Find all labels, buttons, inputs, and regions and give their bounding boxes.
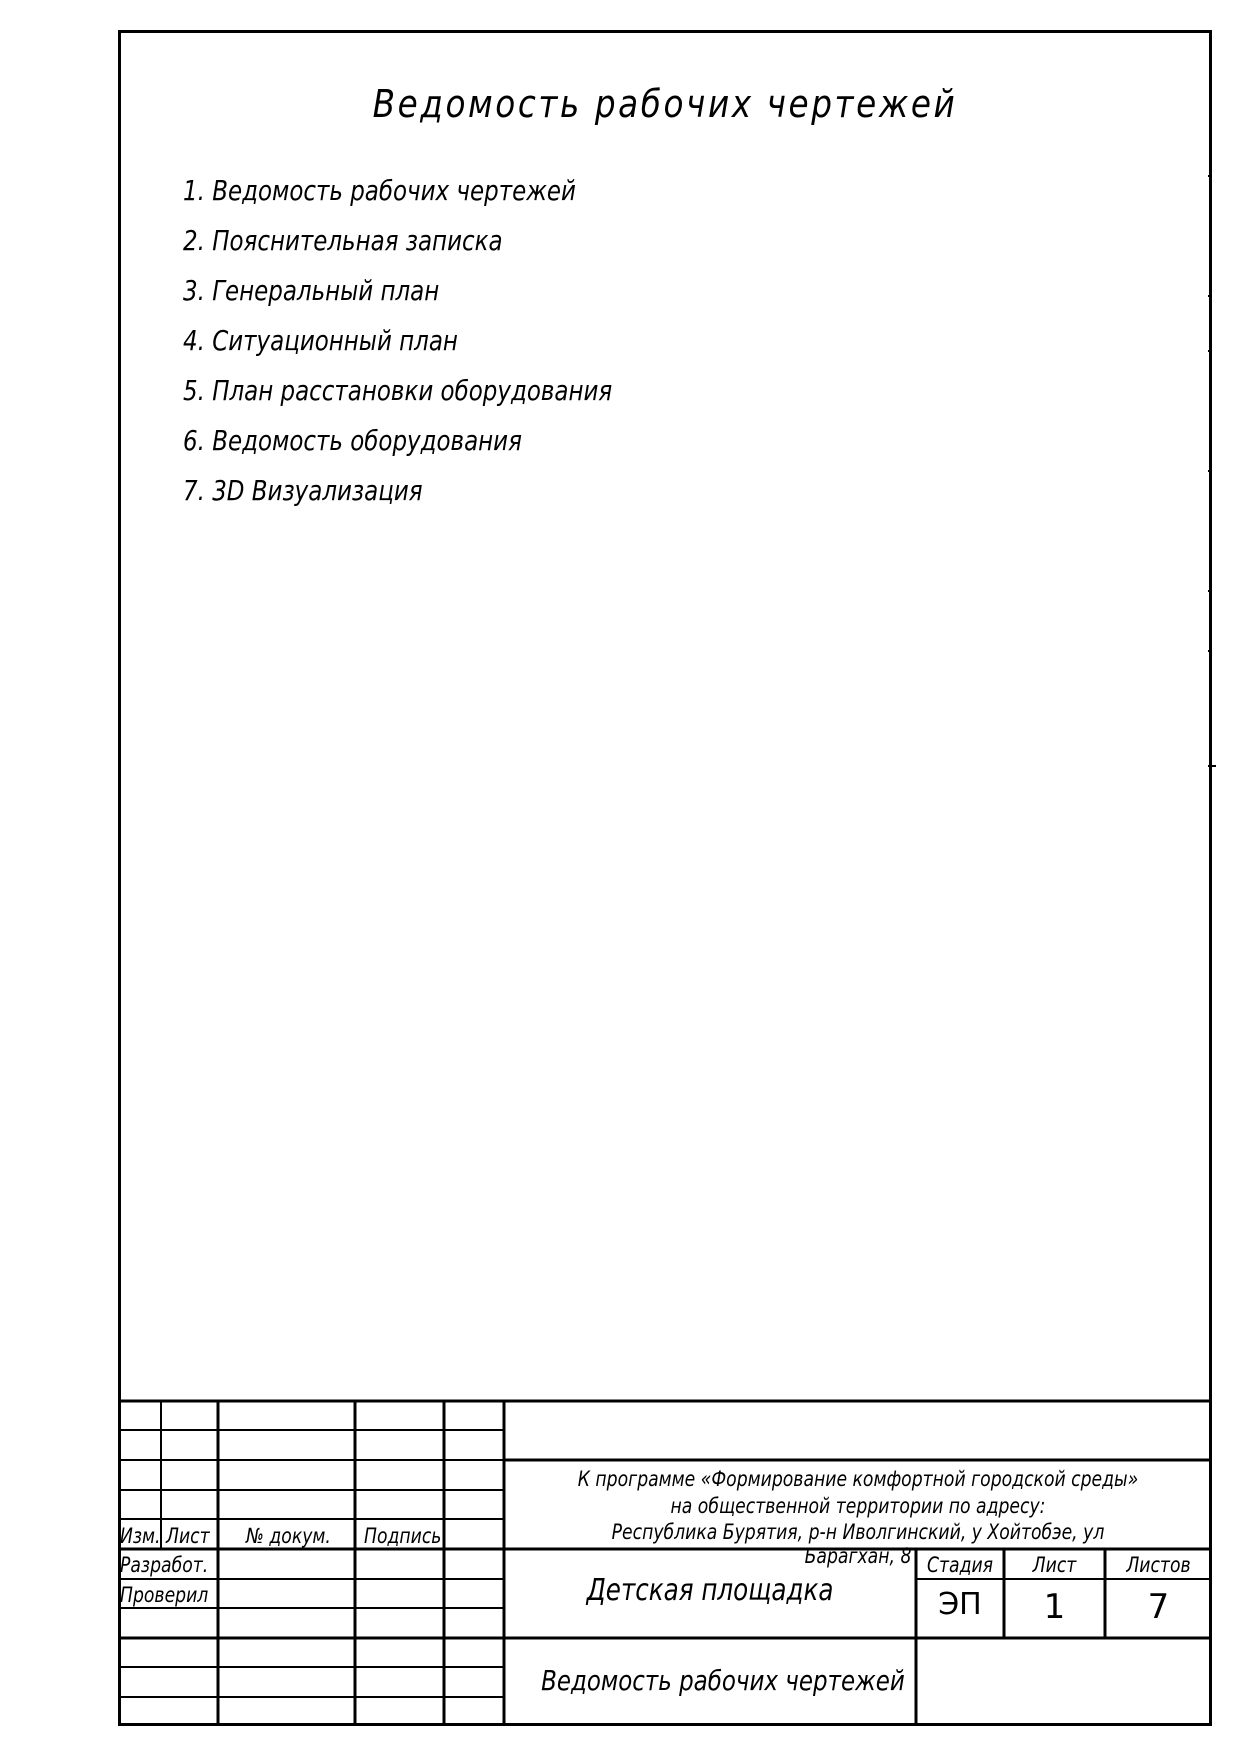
sheet-label: Лист xyxy=(1032,1553,1077,1577)
stage-label: Стадия xyxy=(926,1553,994,1577)
program-text-line: Республика Бурятия, р-н Иволгинский, у Хойтобэе, ул Барагхан, 8 xyxy=(611,1520,1105,1568)
list-item: 4. Ситуационный план xyxy=(183,324,458,357)
list-item: 1. Ведомость рабочих чертежей xyxy=(183,174,576,207)
object-name: Детская площадка xyxy=(586,1573,834,1608)
sheet-value: 1 xyxy=(1043,1587,1066,1627)
list-item: 2. Пояснительная записка xyxy=(183,224,503,257)
sheets-value: 7 xyxy=(1147,1587,1170,1627)
list-item: 3. Генеральный план xyxy=(183,274,440,307)
row-label-checked: Проверил xyxy=(120,1583,209,1607)
program-text-line: на общественной территории по адресу: xyxy=(670,1494,1046,1518)
header-doc-no: № докум. xyxy=(246,1524,331,1548)
program-text-line: К программе «Формирование комфортной городской среды» xyxy=(577,1467,1139,1491)
row-label-developed: Разработ. xyxy=(120,1553,209,1577)
list-item: 5. План расстановки оборудования xyxy=(183,374,613,407)
list-item: 7. 3D Визуализация xyxy=(183,474,423,507)
header-list: Лист xyxy=(166,1524,210,1548)
list-item: 6. Ведомость оборудования xyxy=(183,424,522,457)
stage-value: ЭП xyxy=(938,1587,982,1622)
page-title: Ведомость рабочих чертежей xyxy=(372,82,958,126)
header-izm: Изм. xyxy=(120,1524,161,1548)
sheet-name: Ведомость рабочих чертежей xyxy=(541,1664,905,1697)
sheets-label: Листов xyxy=(1126,1553,1191,1577)
header-signature: Подпись xyxy=(364,1524,442,1548)
